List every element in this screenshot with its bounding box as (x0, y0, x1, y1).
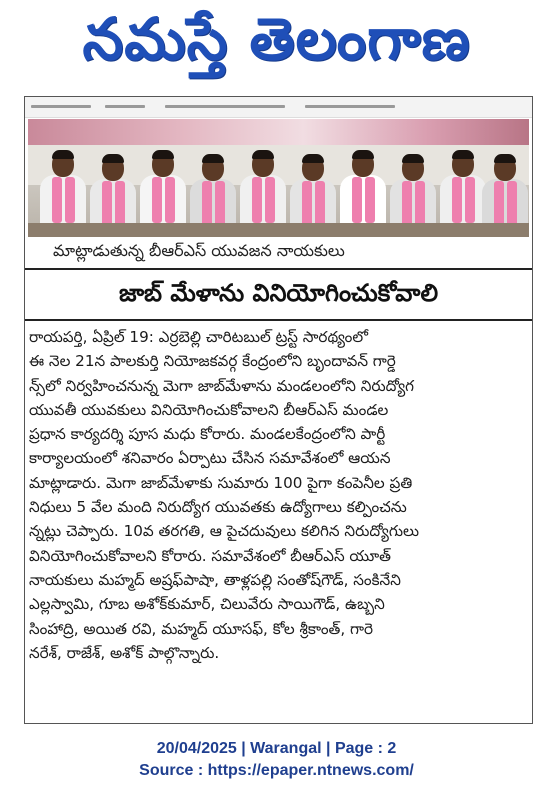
article-body (29, 325, 527, 665)
article-line: వినియోగించుకోవాలని కోరారు. సమావేశంలో బీఆర్ఎస్ యూత్ (29, 546, 391, 565)
article-line: మాట్లాడారు. మెగా జాబ్‌మేళాకు సుమారు 100 పైగా కంపెనీల ప్రతి (29, 473, 413, 492)
source-link[interactable]: Source : https://epaper.ntnews.com/ (139, 762, 414, 779)
news-clipping (24, 96, 533, 724)
photo-banner (28, 119, 529, 145)
article-headline: జాబ్ మేళాను వినియోగించుకోవాలి (118, 279, 439, 307)
edition-info: 20/04/2025 | Warangal | Page : 2 (156, 740, 397, 757)
article-line: నరేశ్, రాజేశ్, అశోక్ పాల్గొన్నారు. (29, 643, 220, 662)
news-photo (28, 119, 529, 237)
article-line: యువతీ యువకులు వినియోగించుకోవాలని బీఆర్ఎస్ మండల (29, 400, 389, 419)
clipped-previous-article-strip (25, 97, 532, 118)
article-line: నిధులు 5 వేల మంది నిరుద్యోగ యువతకు ఉద్యోగాలు కల్పించను (29, 498, 407, 517)
article-line: ఎల్లస్వామి, గూబ అశోక్‌కుమార్, చిలువేరు సాయిగౌడ్, ఉబ్బని (29, 595, 385, 614)
article-line: న్స్‌లో నిర్వహించనున్న మెగా జాబ్‌మేళాను మండలంలోని నిరుద్యోగ (29, 376, 415, 395)
article-line: న్నట్లు చెప్పారు. 10వ తరగతి, ఆ పైచదువులు కలిగిన నిరుద్యోగులు (29, 522, 419, 541)
divider (25, 319, 532, 321)
masthead (0, 0, 553, 92)
divider (25, 268, 532, 270)
article-line: ఈ నెల 21న పాలకుర్తి నియోజకవర్గ కేంద్రంలోని బృందావన్ గార్డె (29, 352, 396, 371)
article-line: కార్యాలయంలో శనివారం ఏర్పాటు చేసిన సమావేశంలో ఆయన (29, 449, 391, 468)
article-line: ప్రధాన కార్యదర్శి పూస మధు కోరారు. మండలకేంద్రంలోని పార్టీ (29, 425, 386, 444)
article-line: సింహాద్రి, అయిత రవి, మహ్మద్ యూసఫ్, కోల శ్రీకాంత్, గారె (29, 619, 374, 638)
article-line: రాయపర్తి, ఏప్రిల్ 19: ఎర్రబెల్లి చారిటబుల్ ట్రస్ట్ సారథ్యంలో (29, 328, 369, 346)
newspaper-logo: నమస్తే తెలంగాణ (82, 4, 471, 73)
article-line: నాయకులు మహ్మద్ అష్రఫ్‌పాషా, తాళ్లపల్లి సంతోష్‌గౌడ్, సంకినేని (29, 570, 401, 589)
photo-caption: మాట్లాడుతున్న బీఆర్ఎస్ యువజన నాయకులు (53, 240, 345, 260)
